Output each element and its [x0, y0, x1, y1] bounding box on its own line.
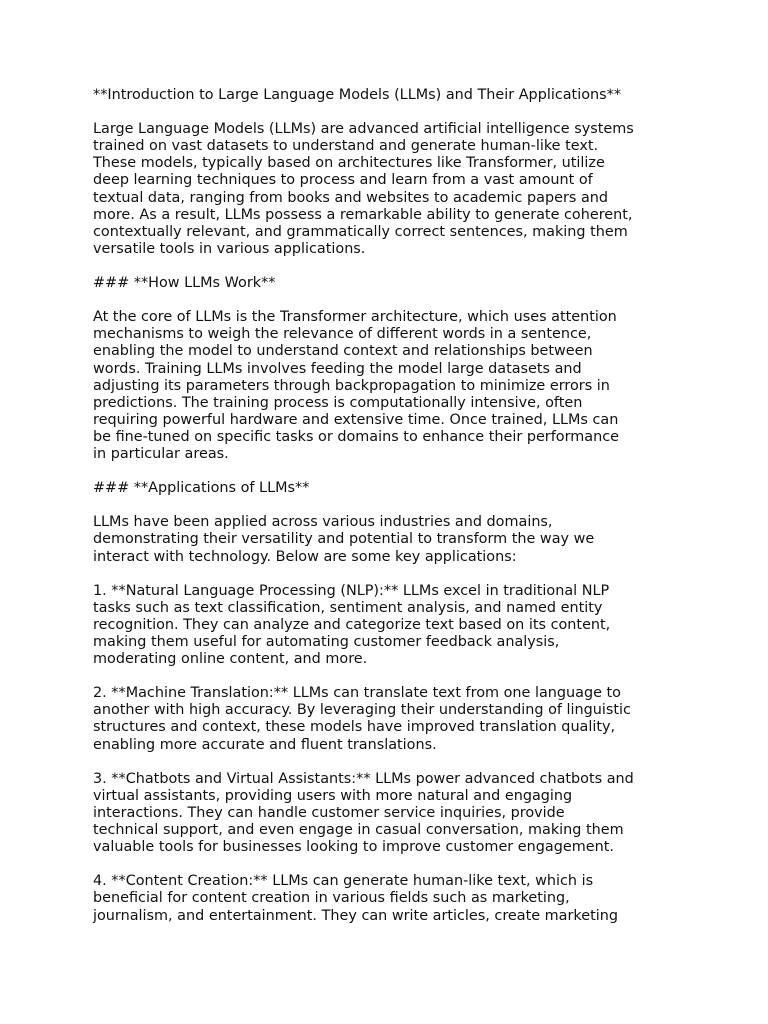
section-heading-applications: ### **Applications of LLMs** [93, 480, 310, 497]
list-item-machine-translation: 2. **Machine Translation:** LLMs can translate text from one language to another with high accuracy. By leveraging their understanding of linguistic structures and context, these models have improved translation quality, enabling more accurate and fluent translations. [93, 685, 631, 753]
how-llms-work-paragraph: At the core of LLMs is the Transformer architecture, which uses attention mechanisms to weigh the relevance of different words in a sentence, enabling the model to understand context and relationships between words. Training LLMs involves feeding the model large datasets and adjusting its parameters through backpropagation to minimize errors in predictions. The training process is computationally intensive, often requiring powerful hardware and extensive time. Once trained, LLMs can be fine-tuned on specific tasks or domains to enhance their performance in particular areas. [93, 309, 619, 462]
document-page [93, 87, 693, 942]
list-item-chatbots: 3. **Chatbots and Virtual Assistants:** LLMs power advanced chatbots and virtual assistants, providing users with more natural and engaging interactions. They can handle customer service inquiries, provide technical support, and even engage in casual conversation, making them valuable tools for businesses looking to improve customer engagement. [93, 770, 634, 856]
section-heading-how-llms-work: ### **How LLMs Work** [93, 275, 276, 292]
list-item-content-creation: 4. **Content Creation:** LLMs can generate human-like text, which is beneficial for content creation in various fields such as marketing, journalism, and entertainment. They can write articles, create marketing [93, 873, 618, 924]
intro-paragraph: Large Language Models (LLMs) are advanced artificial intelligence systems trained on vast datasets to understand and generate human-like text. These models, typically based on architectures like Transformer, utilize deep learning techniques to process and learn from a vast amount of textual data, ranging from books and websites to academic papers and more. As a result, LLMs possess a remarkable ability to generate coherent, contextually relevant, and grammatically correct sentences, making them versatile tools in various applications. [93, 121, 634, 257]
list-item-nlp: 1. **Natural Language Processing (NLP):** LLMs excel in traditional NLP tasks such as text classification, sentiment analysis, and named entity recognition. They can analyze and categorize text based on its content, making them useful for automating customer feedback analysis, moderating online content, and more. [93, 582, 611, 668]
applications-intro-paragraph: LLMs have been applied across various industries and domains, demonstrating their versatility and potential to transform the way we interact with technology. Below are some key applications: [93, 514, 595, 565]
document-title: **Introduction to Large Language Models (LLMs) and Their Applications** [93, 87, 622, 103]
